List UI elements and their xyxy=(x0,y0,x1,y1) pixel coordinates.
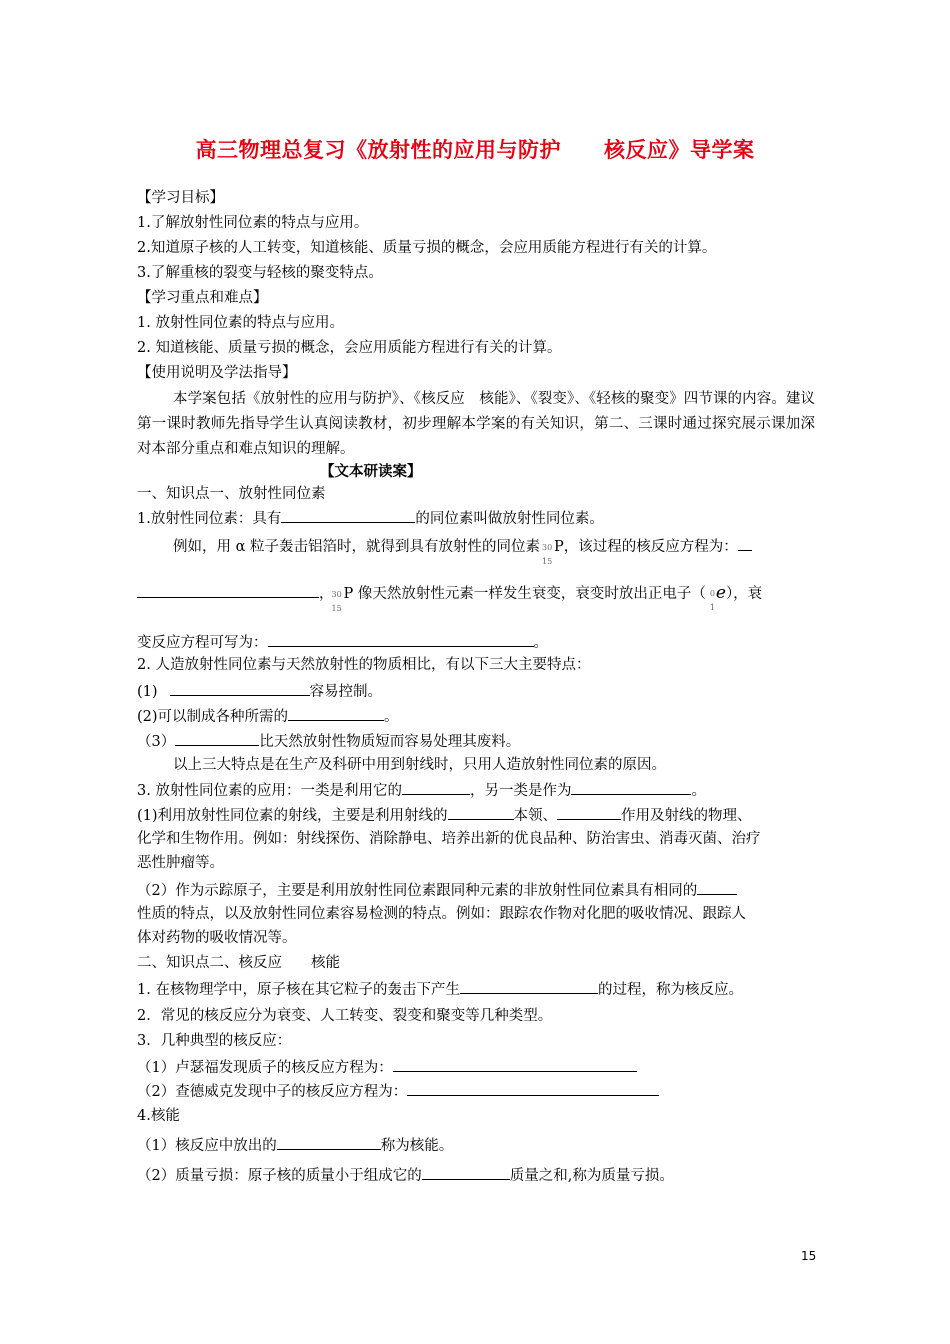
focus-heading: 【学习重点和难点】 xyxy=(137,290,268,306)
kp1-example: 例如，用 α 粒子轰击铝箔时，就得到具有放射性的同位素 30 15 P，该过程的核反应方程为： xyxy=(173,535,752,557)
answer-blank[interactable] xyxy=(422,1164,510,1180)
phosphorus-nuclide: 30 15 P 像天然放射性元素一样发生衰变，衰变时放出正电子（ xyxy=(331,586,706,613)
answer-blank[interactable] xyxy=(288,705,384,721)
usage-heading: 【使用说明及学法指导】 xyxy=(137,365,297,381)
kp2-q4: 4.核能 xyxy=(137,1108,180,1124)
kp1-feature-1: (1) 容易控制。 xyxy=(137,680,382,702)
answer-blank[interactable] xyxy=(571,779,691,795)
answer-blank[interactable] xyxy=(268,631,534,647)
focus-item-2: 2. 知道核能、质量亏损的概念，会应用质能方程进行有关的计算。 xyxy=(137,340,562,356)
page-title: 高三物理总复习《放射性的应用与防护 核反应》导学案 xyxy=(195,138,755,162)
goal-item-2: 2.知道原子核的人工转变，知道核能、质量亏损的概念，会应用质能方程进行有关的计算。 xyxy=(137,240,717,256)
positron-symbol: 0 1 e xyxy=(709,583,726,612)
study-heading: 【文本研读案】 xyxy=(320,464,422,480)
goal-item-3: 3.了解重核的裂变与轻核的聚变特点。 xyxy=(137,265,383,281)
answer-blank[interactable] xyxy=(170,680,310,696)
usage-paragraph: 本学案包括《放射性的应用与防护》、《核反应 核能》、《裂变》、《轻核的聚变》四节课的内容。建议第一课时教师先指导学生认真阅读教材，初步理解本学案的有关知识，第二、三课时通过探究展示课加深对本部分重点和难点知识的理解。 xyxy=(137,391,815,457)
kp2-q1: 1. 在核物理学中，原子核在其它粒子的轰击下产生 的过程，称为核反应。 xyxy=(137,978,743,1000)
answer-blank[interactable] xyxy=(407,1080,659,1096)
answer-blank[interactable] xyxy=(175,730,259,746)
kp2-reaction-2: （2）查德威克发现中子的核反应方程为： xyxy=(137,1080,659,1102)
answer-blank[interactable] xyxy=(402,779,470,795)
answer-blank[interactable] xyxy=(738,535,752,551)
focus-item-1: 1. 放射性同位素的特点与应用。 xyxy=(137,315,344,331)
kp1-use-1-line-2: 化学和生物作用。例如：射线探伤、消除静电、培养出新的优良品种、防治害虫、消毒灭菌、治疗 xyxy=(137,831,761,847)
kp1-use-1-line-3: 恶性肿瘤等。 xyxy=(137,855,224,871)
page-number: 15 xyxy=(801,1249,817,1263)
phosphorus-nuclide: 30 15 P，该过程的核反应方程为： xyxy=(542,539,738,566)
kp1-use-2-line-3: 体对药物的吸收情况等。 xyxy=(137,930,297,946)
answer-blank[interactable] xyxy=(277,1134,381,1150)
answer-blank[interactable] xyxy=(393,1056,637,1072)
kp1-heading: 一、知识点一、放射性同位素 xyxy=(137,486,326,502)
kp1-q3: 3. 放射性同位素的应用：一类是利用它的 ，另一类是作为 。 xyxy=(137,779,706,801)
kp2-q2: 2．常见的核反应分为衰变、人工转变、裂变和聚变等几种类型。 xyxy=(137,1008,553,1024)
kp2-energy-1: （1）核反应中放出的 称为核能。 xyxy=(137,1134,453,1156)
answer-blank[interactable] xyxy=(460,978,598,994)
kp1-use-2-line-2: 性质的特点，以及放射性同位素容易检测的特点。例如：跟踪农作物对化肥的吸收情况、跟踪人 xyxy=(137,906,746,922)
goals-heading: 【学习目标】 xyxy=(137,190,224,206)
answer-blank[interactable] xyxy=(281,507,415,523)
kp1-example-3: 变反应方程可写为： 。 xyxy=(137,631,548,653)
kp2-heading: 二、知识点二、核反应 核能 xyxy=(137,955,340,971)
kp1-feature-2: (2)可以制成各种所需的 。 xyxy=(137,705,399,727)
kp2-energy-2: （2）质量亏损：原子核的质量小于组成它的 质量之和,称为质量亏损。 xyxy=(137,1164,674,1186)
answer-blank[interactable] xyxy=(448,804,514,820)
answer-blank[interactable] xyxy=(137,582,319,598)
kp1-use-1: (1)利用放射性同位素的射线，主要是利用射线的 本领、 作用及射线的物理、 xyxy=(137,804,752,826)
kp1-q2: 2. 人造放射性同位素与天然放射性的物质相比，有以下三大主要特点： xyxy=(137,657,591,673)
kp2-reaction-1: （1）卢瑟福发现质子的核反应方程为： xyxy=(137,1056,637,1078)
kp1-use-2: （2）作为示踪原子，主要是利用放射性同位素跟同种元素的非放射性同位素具有相同的 xyxy=(137,879,737,901)
kp1-feature-3: （3） 比天然放射性物质短而容易处理其废料。 xyxy=(137,730,520,752)
kp1-example-2: ， 30 15 P 像天然放射性元素一样发生衰变，衰变时放出正电子（ 0 1 e），衰 xyxy=(137,582,762,604)
answer-blank[interactable] xyxy=(697,879,737,895)
answer-blank[interactable] xyxy=(557,804,621,820)
kp1-q1: 1.放射性同位素：具有 的同位素叫做放射性同位素。 xyxy=(137,507,604,529)
goal-item-1: 1.了解放射性同位素的特点与应用。 xyxy=(137,215,369,231)
kp1-summary: 以上三大特点是在生产及科研中用到射线时，只用人造放射性同位素的原因。 xyxy=(173,757,666,773)
kp2-q3: 3．几种典型的核反应： xyxy=(137,1033,292,1049)
